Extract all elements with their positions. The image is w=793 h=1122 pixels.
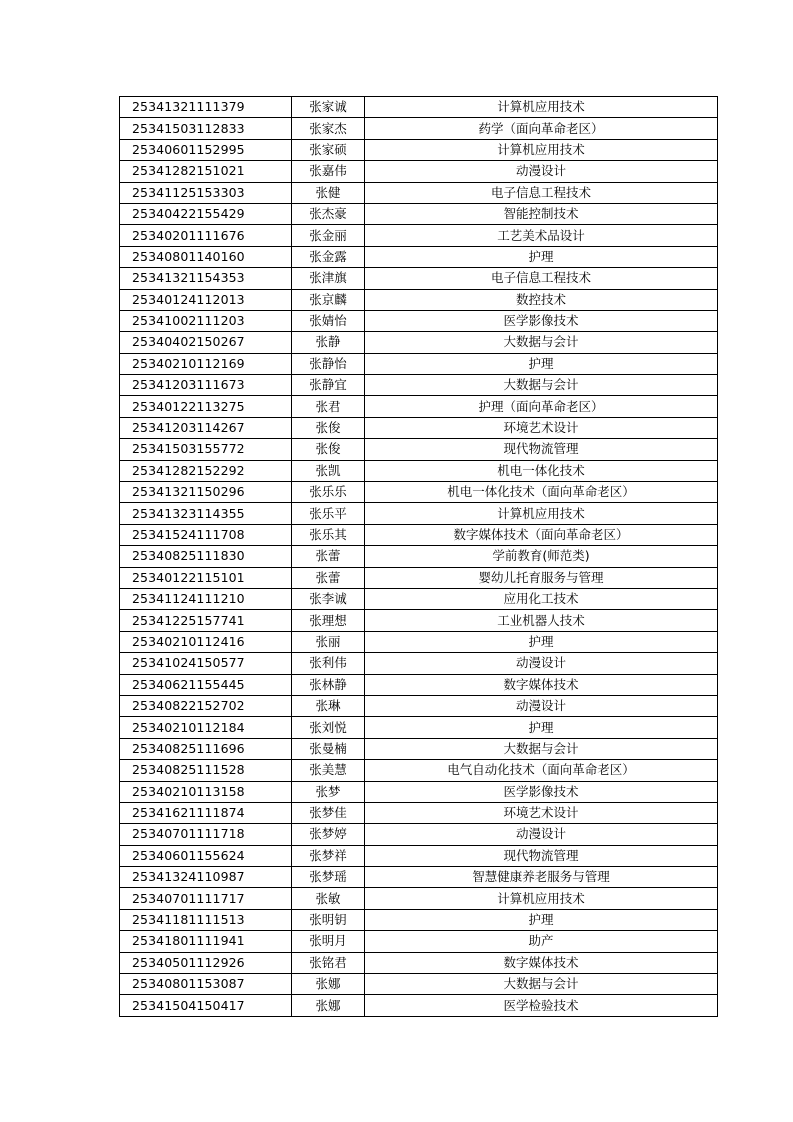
table-row (120, 310, 718, 331)
student-id-cell: 25341124111210 (120, 588, 292, 609)
student-name-cell: 张家诚 (292, 97, 365, 118)
major-cell: 环境艺术设计 (365, 802, 718, 823)
student-name-cell: 张乐其 (292, 524, 365, 545)
major-cell: 婴幼儿托育服务与管理 (365, 567, 718, 588)
table-row (120, 695, 718, 716)
student-name-cell: 张俊 (292, 439, 365, 460)
student-name-cell: 张明钥 (292, 909, 365, 930)
table-row (120, 567, 718, 588)
student-id-cell: 25341203111673 (120, 375, 292, 396)
student-id-cell: 25340621155445 (120, 674, 292, 695)
student-id-cell: 25340825111830 (120, 546, 292, 567)
student-name-cell: 张利伟 (292, 653, 365, 674)
major-cell: 学前教育(师范类) (365, 546, 718, 567)
table-row (120, 182, 718, 203)
table-row (120, 503, 718, 524)
major-cell: 现代物流管理 (365, 845, 718, 866)
table-row (120, 824, 718, 845)
table-row (120, 161, 718, 182)
student-name-cell: 张凯 (292, 460, 365, 481)
student-id-cell: 25341225157741 (120, 610, 292, 631)
major-cell: 护理 (365, 717, 718, 738)
student-name-cell: 张蕾 (292, 546, 365, 567)
student-id-cell: 25340210112184 (120, 717, 292, 738)
student-name-cell: 张家硕 (292, 139, 365, 160)
student-id-cell: 25341323114355 (120, 503, 292, 524)
major-cell: 大数据与会计 (365, 974, 718, 995)
table-row (120, 439, 718, 460)
table-row (120, 653, 718, 674)
major-cell: 计算机应用技术 (365, 139, 718, 160)
student-name-cell: 张静怡 (292, 353, 365, 374)
major-cell: 数字媒体技术 (365, 952, 718, 973)
major-cell: 工艺美术品设计 (365, 225, 718, 246)
table-row (120, 931, 718, 952)
student-id-cell: 25341282151021 (120, 161, 292, 182)
student-id-cell: 25341203114267 (120, 417, 292, 438)
student-id-cell: 25341321111379 (120, 97, 292, 118)
major-cell: 大数据与会计 (365, 738, 718, 759)
major-cell: 护理 (365, 353, 718, 374)
student-id-cell: 25340501112926 (120, 952, 292, 973)
student-id-cell: 25340210113158 (120, 781, 292, 802)
student-id-cell: 25341504150417 (120, 995, 292, 1016)
student-id-cell: 25341282152292 (120, 460, 292, 481)
major-cell: 动漫设计 (365, 824, 718, 845)
student-name-cell: 张琳 (292, 695, 365, 716)
table-row (120, 867, 718, 888)
student-id-cell: 25340124112013 (120, 289, 292, 310)
student-name-cell: 张金丽 (292, 225, 365, 246)
major-cell: 计算机应用技术 (365, 97, 718, 118)
table-row (120, 417, 718, 438)
major-cell: 智能控制技术 (365, 203, 718, 224)
student-name-cell: 张丽 (292, 631, 365, 652)
student-id-cell: 25340601155624 (120, 845, 292, 866)
table-row (120, 546, 718, 567)
major-cell: 助产 (365, 931, 718, 952)
student-name-cell: 张梦 (292, 781, 365, 802)
student-name-cell: 张嘉伟 (292, 161, 365, 182)
major-cell: 动漫设计 (365, 161, 718, 182)
student-id-cell: 25341621111874 (120, 802, 292, 823)
student-name-cell: 张梦婷 (292, 824, 365, 845)
student-name-cell: 张美慧 (292, 760, 365, 781)
table-row (120, 375, 718, 396)
student-name-cell: 张李诚 (292, 588, 365, 609)
major-cell: 动漫设计 (365, 695, 718, 716)
student-id-cell: 25340210112416 (120, 631, 292, 652)
admission-list-table (119, 96, 718, 1017)
student-id-cell: 25341024150577 (120, 653, 292, 674)
student-id-cell: 25340801153087 (120, 974, 292, 995)
table-row (120, 888, 718, 909)
student-id-cell: 25340822152702 (120, 695, 292, 716)
student-name-cell: 张林静 (292, 674, 365, 695)
student-id-cell: 25341801111941 (120, 931, 292, 952)
student-name-cell: 张杰豪 (292, 203, 365, 224)
student-name-cell: 张家杰 (292, 118, 365, 139)
student-id-cell: 25340122113275 (120, 396, 292, 417)
table-row (120, 524, 718, 545)
major-cell: 数字媒体技术（面向革命老区） (365, 524, 718, 545)
major-cell: 智慧健康养老服务与管理 (365, 867, 718, 888)
student-name-cell: 张金露 (292, 246, 365, 267)
table-row (120, 118, 718, 139)
student-id-cell: 25340825111528 (120, 760, 292, 781)
major-cell: 医学影像技术 (365, 781, 718, 802)
student-id-cell: 25341125153303 (120, 182, 292, 203)
table-row (120, 717, 718, 738)
major-cell: 现代物流管理 (365, 439, 718, 460)
student-id-cell: 25340122115101 (120, 567, 292, 588)
table-row (120, 396, 718, 417)
student-name-cell: 张俊 (292, 417, 365, 438)
table-row (120, 482, 718, 503)
table-row (120, 845, 718, 866)
table-row (120, 97, 718, 118)
table-row (120, 588, 718, 609)
table-row (120, 974, 718, 995)
table-row (120, 246, 718, 267)
major-cell: 大数据与会计 (365, 332, 718, 353)
student-id-cell: 25340701111718 (120, 824, 292, 845)
student-id-cell: 25340422155429 (120, 203, 292, 224)
table-row (120, 225, 718, 246)
student-id-cell: 25341503112833 (120, 118, 292, 139)
major-cell: 机电一体化技术 (365, 460, 718, 481)
student-name-cell: 张明月 (292, 931, 365, 952)
table-row (120, 952, 718, 973)
student-id-cell: 25341324110987 (120, 867, 292, 888)
student-name-cell: 张梦瑶 (292, 867, 365, 888)
student-name-cell: 张京麟 (292, 289, 365, 310)
student-name-cell: 张津旗 (292, 268, 365, 289)
student-name-cell: 张君 (292, 396, 365, 417)
student-id-cell: 25340825111696 (120, 738, 292, 759)
major-cell: 机电一体化技术（面向革命老区） (365, 482, 718, 503)
major-cell: 计算机应用技术 (365, 888, 718, 909)
table-row (120, 610, 718, 631)
student-id-cell: 25340201111676 (120, 225, 292, 246)
student-name-cell: 张静宜 (292, 375, 365, 396)
table-row (120, 289, 718, 310)
table-row (120, 203, 718, 224)
student-name-cell: 张理想 (292, 610, 365, 631)
table-row (120, 460, 718, 481)
table-row (120, 995, 718, 1016)
student-id-cell: 25341524111708 (120, 524, 292, 545)
table-row (120, 760, 718, 781)
major-cell: 计算机应用技术 (365, 503, 718, 524)
major-cell: 大数据与会计 (365, 375, 718, 396)
major-cell: 工业机器人技术 (365, 610, 718, 631)
student-name-cell: 张乐平 (292, 503, 365, 524)
student-name-cell: 张梦佳 (292, 802, 365, 823)
student-id-cell: 25340210112169 (120, 353, 292, 374)
table-row (120, 738, 718, 759)
major-cell: 动漫设计 (365, 653, 718, 674)
table-row (120, 781, 718, 802)
student-name-cell: 张刘悦 (292, 717, 365, 738)
major-cell: 护理 (365, 246, 718, 267)
student-name-cell: 张梦祥 (292, 845, 365, 866)
table-row (120, 909, 718, 930)
table-row (120, 332, 718, 353)
major-cell: 药学（面向革命老区） (365, 118, 718, 139)
major-cell: 应用化工技术 (365, 588, 718, 609)
student-id-cell: 25340601152995 (120, 139, 292, 160)
student-name-cell: 张蕾 (292, 567, 365, 588)
student-name-cell: 张婧怡 (292, 310, 365, 331)
table-row (120, 631, 718, 652)
student-id-cell: 25341002111203 (120, 310, 292, 331)
major-cell: 护理 (365, 909, 718, 930)
student-id-cell: 25340801140160 (120, 246, 292, 267)
major-cell: 数控技术 (365, 289, 718, 310)
student-id-cell: 25340701111717 (120, 888, 292, 909)
table-row (120, 802, 718, 823)
major-cell: 电子信息工程技术 (365, 268, 718, 289)
student-name-cell: 张敏 (292, 888, 365, 909)
major-cell: 环境艺术设计 (365, 417, 718, 438)
student-id-cell: 25341503155772 (120, 439, 292, 460)
table-row (120, 268, 718, 289)
student-name-cell: 张曼楠 (292, 738, 365, 759)
major-cell: 电子信息工程技术 (365, 182, 718, 203)
student-id-cell: 25341321150296 (120, 482, 292, 503)
admission-list-body (120, 97, 718, 1017)
table-row (120, 674, 718, 695)
major-cell: 护理 (365, 631, 718, 652)
major-cell: 数字媒体技术 (365, 674, 718, 695)
student-name-cell: 张娜 (292, 974, 365, 995)
student-name-cell: 张静 (292, 332, 365, 353)
student-id-cell: 25341321154353 (120, 268, 292, 289)
student-name-cell: 张健 (292, 182, 365, 203)
student-name-cell: 张娜 (292, 995, 365, 1016)
major-cell: 电气自动化技术（面向革命老区） (365, 760, 718, 781)
student-name-cell: 张铭君 (292, 952, 365, 973)
student-name-cell: 张乐乐 (292, 482, 365, 503)
student-id-cell: 25341181111513 (120, 909, 292, 930)
major-cell: 护理（面向革命老区） (365, 396, 718, 417)
major-cell: 医学检验技术 (365, 995, 718, 1016)
student-id-cell: 25340402150267 (120, 332, 292, 353)
major-cell: 医学影像技术 (365, 310, 718, 331)
table-row (120, 139, 718, 160)
table-row (120, 353, 718, 374)
